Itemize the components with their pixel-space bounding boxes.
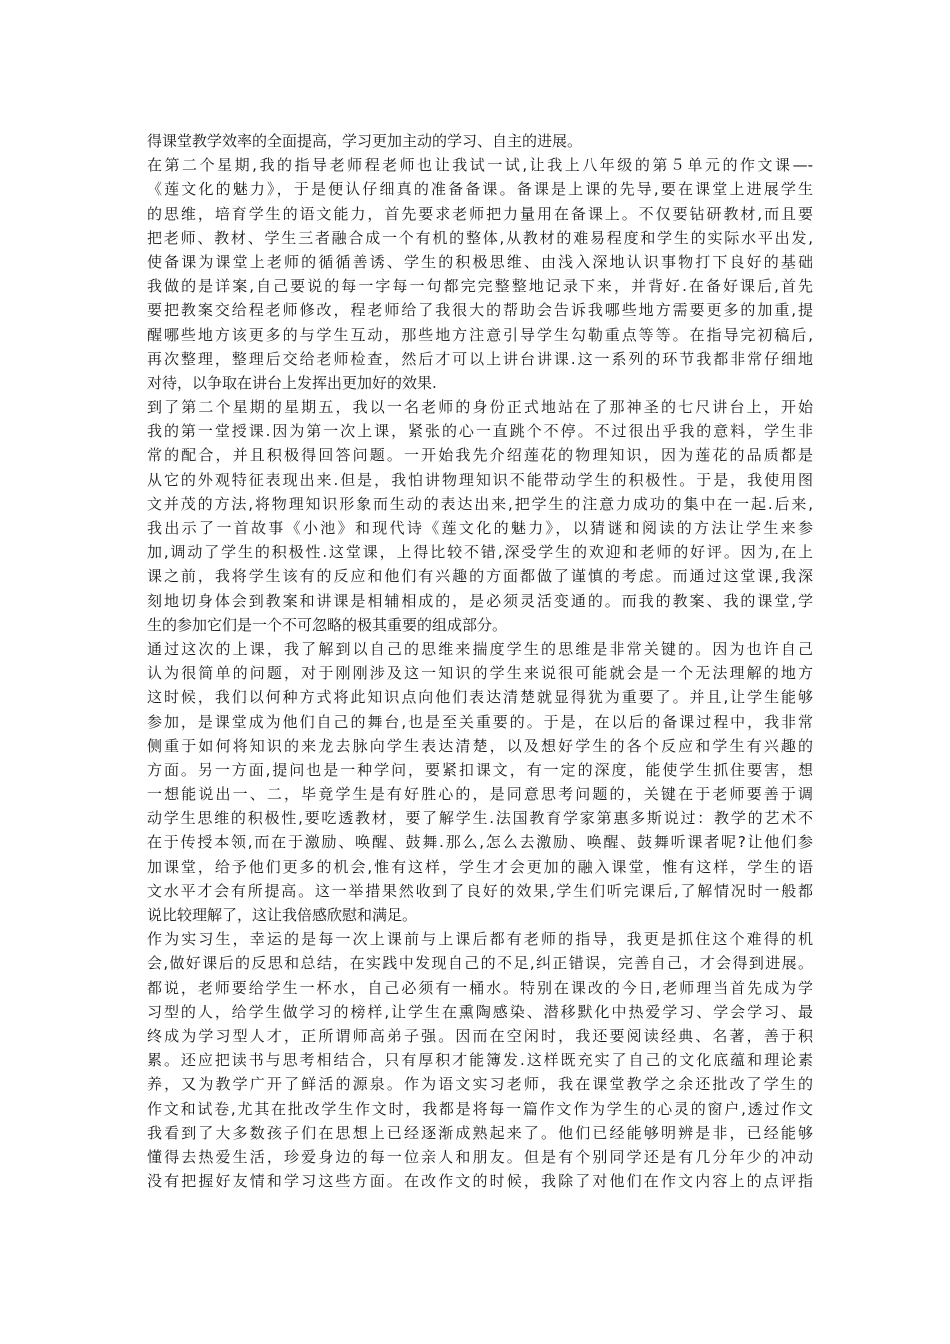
- text-line: 常的配合，并且积极得回答问题。一开始我先介绍莲花的物理知识，因为莲花的品质都是: [147, 446, 813, 465]
- text-line: 会,做好课后的反思和总结，在实践中发现自己的不足,纠正错误，完善自己，才会得到进展。: [147, 954, 813, 973]
- text-line: 到了第二个星期的星期五，我以一名老师的身份正式地站在了那神圣的七尺讲台上，开始: [147, 398, 813, 417]
- text-line: 要把教案交给程老师修改，程老师给了我很大的帮助会告诉我哪些地方需要更多的加重,提: [147, 301, 813, 320]
- text-line: 都说，老师要给学生一杯水，自己必须有一桶水。特别在课改的今日,老师理当首先成为学: [147, 978, 813, 997]
- text-line: 终成为学习型人才，正所谓师高弟子强。因而在空闲时，我还要阅读经典、名著，善于积: [147, 1026, 813, 1045]
- text-line: 使备课为课堂上老师的循循善诱、学生的积极思维、由浅入深地认识事物打下良好的基础: [147, 252, 813, 271]
- text-line: 我看到了大多数孩子们在思想上已经逐渐成熟起来了。他们已经能够明辨是非，已经能够: [147, 1123, 813, 1142]
- text-line: 习型的人，给学生做学习的榜样,让学生在熏陶感染、潜移默化中热爱学习、学会学习、最: [147, 1002, 813, 1021]
- text-line: 加课堂，给予他们更多的机会,惟有这样，学生才会更加的融入课堂，惟有这样，学生的语: [147, 857, 813, 876]
- text-line: 作文和试卷,尤其在批改学生作文时，我都是将每一篇作文作为学生的心灵的窗户,透过作文: [147, 1099, 813, 1118]
- text-line: 方面。另一方面,提问也是一种学问，要紧扣课文，有一定的深度，能使学生抓住要害，想: [147, 760, 813, 779]
- text-line: 在于传授本领,而在于激励、唤醒、鼓舞.那么,怎么去激励、唤醒、鼓舞听课者呢?让他们参: [147, 833, 813, 852]
- paragraph: [147, 129, 813, 153]
- text-line: 参加，是课堂成为他们自己的舞台,也是至关重要的。于是，在以后的备课过程中，我非常: [147, 712, 813, 731]
- text-line: 《莲文化的魅力》，于是便认仔细真的准备备课。备课是上课的先导,要在课堂上进展学生: [147, 180, 813, 199]
- text-line: 我做的是详案,自己要说的每一字每一句都完完整整地记录下来，并背好.在备好课后,首先: [147, 277, 813, 296]
- text-line: 文水平才会有所提高。这一举措果然收到了良好的效果,学生们听完课后,了解情况时一般都: [147, 881, 813, 900]
- text-line: 动学生思维的积极性,要吃透教材，要了解学生.法国教育学家第惠多斯说过：教学的艺术不: [147, 809, 813, 828]
- text-line: 我出示了一首故事《小池》和现代诗《莲文化的魅力》，以猜谜和阅读的方法让学生来参: [147, 519, 813, 537]
- text-line: 没有把握好友情和学习这些方面。在改作文的时候，我除了对他们在作文内容上的点评指: [147, 1172, 813, 1191]
- text-line: 课之前，我将学生该有的反应和他们有兴趣的方面都做了谨慎的考虑。而通过这堂课,我深: [147, 567, 813, 586]
- text-line: 懂得去热爱生活，珍爱身边的每一位亲人和朋友。但是有个别同学还是有几分年少的冲动: [147, 1147, 813, 1166]
- text-line: 养，又为教学广开了鲜活的源泉。作为语文实习老师，我在课堂教学之余还批改了学生的: [147, 1075, 813, 1094]
- text-line: 文并茂的方法,将物理知识形象而生动的表达出来,把学生的注意力成功的集中在一起.后来,: [147, 494, 813, 513]
- text-line: 累。还应把读书与思考相结合，只有厚积才能簿发.这样既充实了自己的文化底蕴和理论素: [147, 1051, 813, 1070]
- text-line: 侧重于如何将知识的来龙去脉向学生表达清楚，以及想好学生的各个反应和学生有兴趣的: [147, 736, 813, 755]
- paragraph: [147, 927, 813, 1193]
- paragraph: [147, 637, 813, 927]
- text-line: 再次整理，整理后交给老师检查，然后才可以上讲台讲课.这一系列的环节我都非常仔细地: [147, 349, 813, 368]
- text-line: 刻地切身体会到教案和讲课是相辅相成的，是必须灵活变通的。而我的教案、我的课堂,学: [147, 591, 813, 610]
- text-line: 的思维，培育学生的语文能力，首先要求老师把力量用在备课上。不仅要钻研教材,而且要: [147, 204, 813, 223]
- text-line: 把老师、教材、学生三者融合成一个有机的整体,从教材的难易程度和学生的实际水平出发,: [147, 228, 813, 247]
- text-line: 加,调动了学生的积极性.这堂课，上得比较不错,深受学生的欢迎和老师的好评。因为,在上: [147, 543, 813, 562]
- text-line: 从它的外观特征表现出来.但是，我怕讲物理知识不能带动学生的积极性。于是，我使用图: [147, 470, 813, 489]
- text-line: 得课堂教学效率的全面提高，学习更加主动的学习、自主的进展。: [147, 132, 583, 150]
- text-line: 这时候，我们以何种方式将此知识点向他们表达清楚就显得犹为重要了。并且,让学生能够: [147, 688, 813, 707]
- text-line: 一想能说出一、二，毕竟学生是有好胜心的，是同意思考问题的，关键在于老师要善于调: [147, 785, 813, 804]
- paragraph: [147, 153, 813, 395]
- text-line: 我的第一堂授课.因为第一次上课，紧张的心一直跳个不停。不过很出乎我的意料，学生非: [147, 422, 813, 441]
- text-line: 认为很简单的问题，对于刚刚涉及这一知识的学生来说很可能就会是一个无法理解的地方: [147, 664, 813, 683]
- text-line: 在第二个星期,我的指导老师程老师也让我试一试,让我上八年级的第５单元的作文课—-: [147, 156, 813, 175]
- paragraph: [147, 395, 813, 637]
- text-line: 生的参加它们是一个不可忽略的极其重要的组成部分。: [147, 615, 508, 634]
- text-line: 对待，以争取在讲台上发挥出更加好的效果.: [147, 373, 437, 392]
- text-line: 作为实习生，幸运的是每一次上课前与上课后都有老师的指导，我更是抓住这个难得的机: [147, 930, 813, 949]
- text-line: 通过这次的上课，我了解到以自己的思维来揣度学生的思维是非常关键的。因为也许自己: [147, 639, 813, 658]
- text-line: 醒哪些地方该更多的与学生互动，那些地方注意引导学生勾勒重点等等。在指导完初稿后,: [147, 325, 813, 344]
- text-line: 说比较理解了，这让我倍感欣慰和满足。: [147, 906, 418, 924]
- document-body: [147, 129, 813, 1193]
